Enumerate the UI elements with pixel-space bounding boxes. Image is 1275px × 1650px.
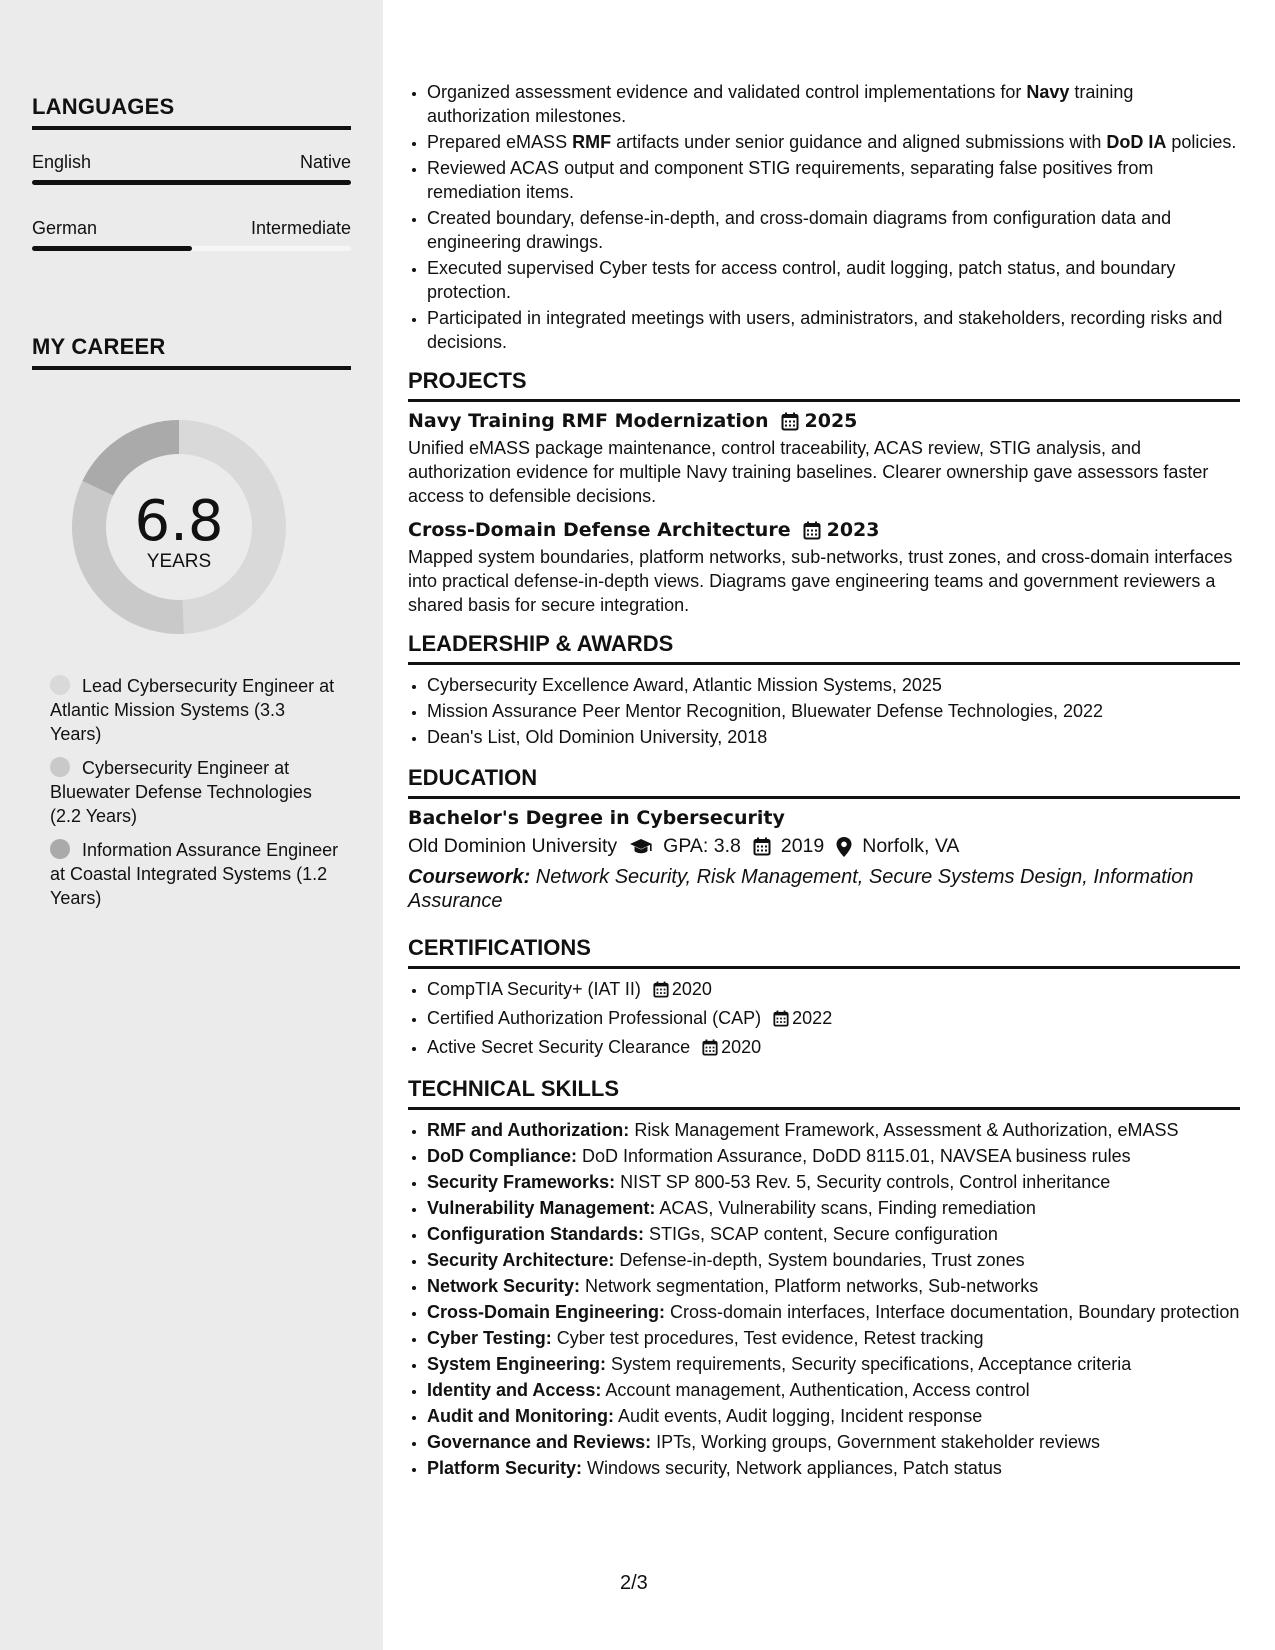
award-item: • Dean's List, Old Dominion University, 2018: [427, 725, 1240, 749]
skill-category: DoD Compliance:: [427, 1146, 578, 1166]
career-item: [50, 838, 340, 910]
language-bar: [32, 246, 351, 251]
skill-category: Governance and Reviews:: [427, 1432, 652, 1452]
calendar-icon: [803, 521, 821, 540]
project-year: 2025: [804, 410, 858, 432]
skill-values: IPTs, Working groups, Government stakeholder reviews: [651, 1432, 1100, 1452]
leadership-section: [408, 631, 1240, 749]
certification-item: [427, 1006, 1240, 1033]
skill-category: Security Frameworks:: [427, 1172, 616, 1192]
calendar-icon: [753, 837, 771, 856]
language-bar: [32, 180, 351, 185]
career-legend-dot: [50, 839, 70, 859]
certification-year: 2020: [671, 979, 712, 999]
experience-bullet: • Reviewed ACAS output and component STIG requirements, separating false positives from remediation items.: [427, 156, 1240, 204]
experience-bullet: • Organized assessment evidence and validated control implementations for Navy training authorization milestones.: [427, 80, 1240, 128]
experience-bullet: • Participated in integrated meetings with users, administrators, and stakeholders, recording risks and decisions.: [427, 306, 1240, 354]
education-heading: EDUCATION: [408, 765, 1240, 799]
certification-name: Certified Authorization Professional (CAP): [427, 1008, 762, 1028]
skill-item: [427, 1118, 1240, 1142]
school-name: Old Dominion University: [408, 835, 618, 857]
certifications-list: [408, 977, 1240, 1062]
skill-values: Audit events, Audit logging, Incident response: [613, 1406, 983, 1426]
award-item: • Cybersecurity Excellence Award, Atlantic Mission Systems, 2025: [427, 673, 1240, 697]
career-item-text: Lead Cybersecurity Engineer at Atlantic Mission Systems (3.3 Years): [50, 676, 335, 744]
skill-item: [427, 1196, 1240, 1220]
skill-category: Security Architecture:: [427, 1250, 615, 1270]
page-number: 2/3: [620, 1572, 648, 1594]
skill-category: Cross-Domain Engineering:: [427, 1302, 666, 1322]
certification-name: Active Secret Security Clearance: [427, 1037, 691, 1057]
graduation-cap-icon: [629, 838, 653, 856]
project-description: Unified eMASS package maintenance, control traceability, ACAS review, STIG analysis, and authorization evidence for multiple Navy training baselines. Clearer ownership gave assessors faster access to defensible decisions.: [408, 438, 1209, 506]
language-level: Intermediate: [250, 218, 351, 238]
calendar-icon: [653, 980, 669, 1004]
gpa: GPA: 3.8: [663, 835, 741, 857]
award-item: • Mission Assurance Peer Mentor Recognition, Bluewater Defense Technologies, 2022: [427, 699, 1240, 723]
experience-bullet: • Executed supervised Cyber tests for access control, audit logging, patch status, and boundary protection.: [427, 256, 1240, 304]
skill-category: Platform Security:: [427, 1458, 583, 1478]
skill-values: Account management, Authentication, Access control: [601, 1380, 1030, 1400]
skill-category: System Engineering:: [427, 1354, 607, 1374]
career-item-text: Information Assurance Engineer at Coastal Integrated Systems (1.2 Years): [50, 840, 339, 908]
certifications-heading: CERTIFICATIONS: [408, 935, 1240, 969]
experience-bullet-list: [408, 80, 1240, 354]
certification-year: 2022: [792, 1008, 833, 1028]
language-name: German: [32, 218, 98, 238]
skill-item: [427, 1170, 1240, 1194]
language-name: English: [32, 152, 92, 172]
skill-item: [427, 1404, 1240, 1428]
career-legend-dot: [50, 675, 70, 695]
project-item: [408, 410, 1240, 508]
skill-item: [427, 1378, 1240, 1402]
skill-item: [427, 1222, 1240, 1246]
skill-item: [427, 1430, 1240, 1454]
leadership-heading: LEADERSHIP & AWARDS: [408, 631, 1240, 665]
skill-values: STIGs, SCAP content, Secure configuration: [644, 1224, 998, 1244]
language-bar-fill: [32, 180, 351, 185]
language-item-german: [32, 218, 351, 251]
certification-year: 2020: [721, 1037, 762, 1057]
language-level: Native: [299, 152, 351, 172]
project-title: Navy Training RMF Modernization: [408, 410, 769, 432]
skill-values: DoD Information Assurance, DoDD 8115.01, NAVSEA business rules: [577, 1146, 1131, 1166]
location-pin-icon: [836, 837, 852, 857]
skill-category: Audit and Monitoring:: [427, 1406, 614, 1426]
experience-bullet: • Created boundary, defense-in-depth, and cross-domain diagrams from configuration data and engineering drawings.: [427, 206, 1240, 254]
leadership-list: [408, 673, 1240, 749]
coursework-label: Coursework:: [408, 866, 531, 888]
calendar-icon: [773, 1009, 789, 1033]
skill-values: NIST SP 800-53 Rev. 5, Security controls, Control inheritance: [615, 1172, 1111, 1192]
skill-category: Vulnerability Management:: [427, 1198, 656, 1218]
languages-heading: LANGUAGES: [32, 94, 351, 130]
education-section: [408, 765, 1240, 913]
skill-category: RMF and Authorization:: [427, 1120, 630, 1140]
language-bar-fill: [32, 246, 192, 251]
project-description: Mapped system boundaries, platform networks, sub-networks, trust zones, and cross-domain interfaces into practical defense-in-depth views. Diagrams gave engineering teams and government reviewers a shared basis for secure integration.: [408, 547, 1233, 615]
certification-name: CompTIA Security+ (IAT II): [427, 979, 641, 999]
donut-segment-3: [82, 420, 179, 496]
skill-values: Defense-in-depth, System boundaries, Trust zones: [614, 1250, 1025, 1270]
skill-category: Cyber Testing:: [427, 1328, 552, 1348]
skill-item: [427, 1300, 1240, 1324]
skills-list: [408, 1118, 1240, 1480]
career-total-unit: YEARS: [146, 551, 212, 572]
certification-item: [427, 977, 1240, 1004]
main-content: [408, 0, 1240, 1482]
career-legend-dot: [50, 757, 70, 777]
skill-values: ACAS, Vulnerability scans, Finding remediation: [655, 1198, 1036, 1218]
project-year: 2023: [826, 519, 880, 541]
coursework-list: Network Security, Risk Management, Secure Systems Design, Information Assurance: [408, 866, 1194, 912]
coursework: [408, 865, 1240, 913]
skill-item: [427, 1352, 1240, 1376]
skill-item: [427, 1274, 1240, 1298]
school-location: Norfolk, VA: [862, 835, 960, 857]
skill-values: Risk Management Framework, Assessment & Authorization, eMASS: [629, 1120, 1179, 1140]
skill-item: [427, 1326, 1240, 1350]
language-item-english: [32, 152, 351, 185]
skills-heading: TECHNICAL SKILLS: [408, 1076, 1240, 1110]
projects-heading: PROJECTS: [408, 368, 1240, 402]
calendar-icon: [781, 412, 799, 431]
skills-section: [408, 1076, 1240, 1480]
skill-category: Identity and Access:: [427, 1380, 602, 1400]
career-list: [50, 674, 340, 920]
skill-values: System requirements, Security specifications, Acceptance criteria: [606, 1354, 1132, 1374]
career-item: [50, 674, 340, 746]
certification-item: [427, 1035, 1240, 1062]
skill-item: [427, 1456, 1240, 1480]
education-details: [408, 835, 1240, 858]
sidebar: [0, 0, 383, 1650]
skill-values: Cyber test procedures, Test evidence, Retest tracking: [551, 1328, 984, 1348]
project-title: Cross-Domain Defense Architecture: [408, 519, 791, 541]
skill-values: Network segmentation, Platform networks, Sub-networks: [580, 1276, 1039, 1296]
certifications-section: [408, 935, 1240, 1062]
degree-title: Bachelor's Degree in Cybersecurity: [408, 807, 785, 829]
skill-item: [427, 1248, 1240, 1272]
career-item-text: Cybersecurity Engineer at Bluewater Defense Technologies (2.2 Years): [50, 758, 312, 826]
career-total-value: 6.8: [134, 489, 224, 554]
career-donut-chart: [64, 412, 294, 642]
skill-values: Cross-domain interfaces, Interface documentation, Boundary protection: [665, 1302, 1240, 1322]
graduation-year: 2019: [780, 835, 825, 857]
career-section: [32, 334, 351, 370]
skill-category: Configuration Standards:: [427, 1224, 644, 1244]
skill-category: Network Security:: [427, 1276, 581, 1296]
languages-section: [32, 94, 351, 251]
career-item: [50, 756, 340, 828]
project-item: [408, 519, 1240, 617]
skill-values: Windows security, Network appliances, Patch status: [582, 1458, 1002, 1478]
skill-item: [427, 1144, 1240, 1168]
calendar-icon: [702, 1038, 718, 1062]
experience-bullet: • Prepared eMASS RMF artifacts under senior guidance and aligned submissions with DoD IA policies.: [427, 130, 1240, 154]
career-heading: MY CAREER: [32, 334, 351, 370]
projects-section: [408, 368, 1240, 617]
